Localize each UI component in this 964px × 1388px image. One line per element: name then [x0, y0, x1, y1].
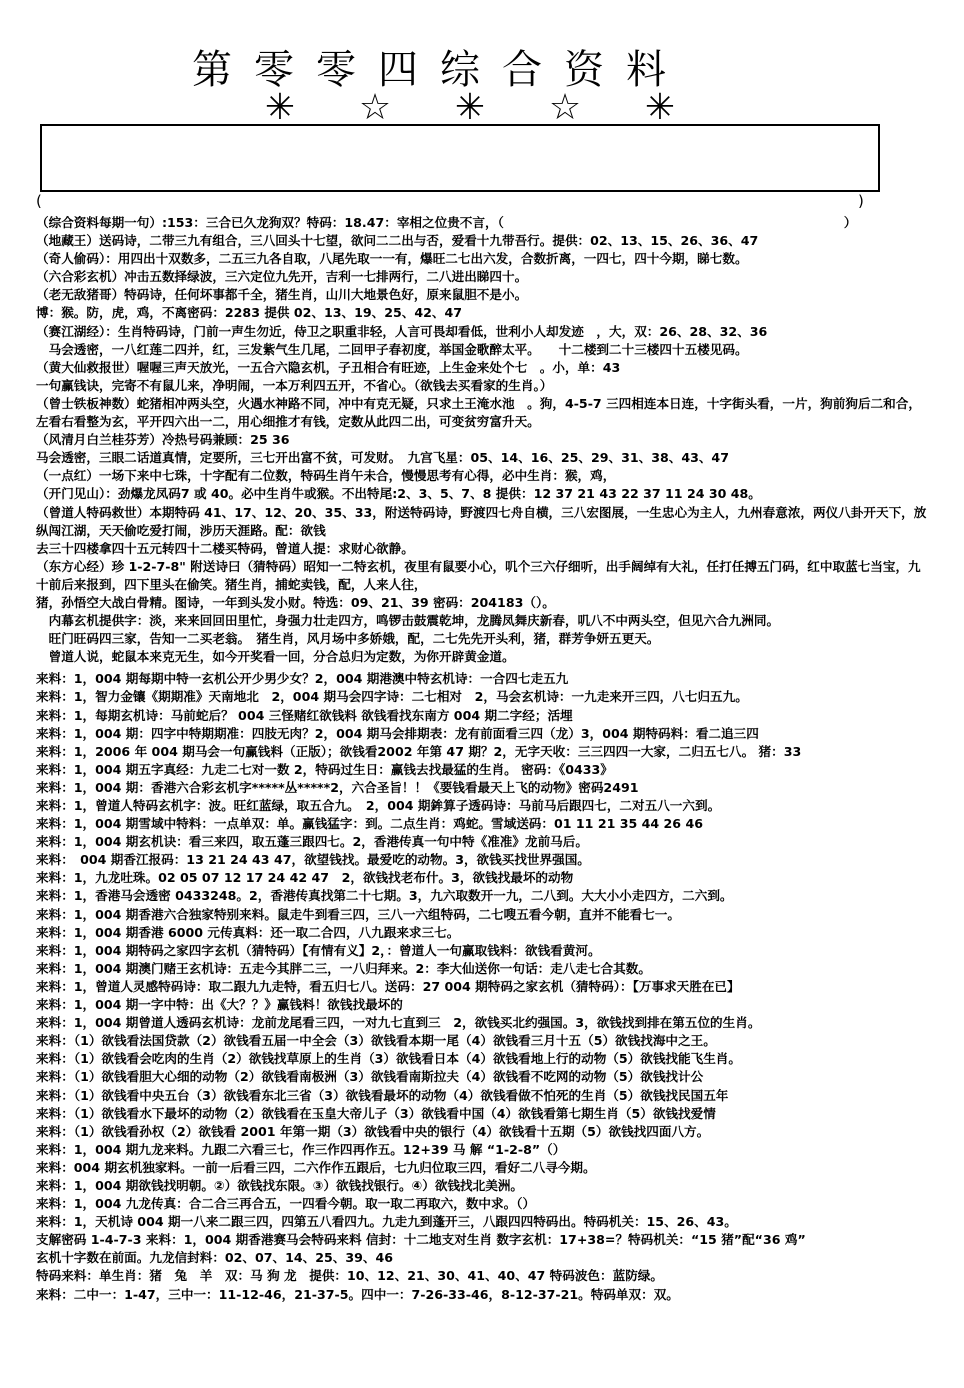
text-line: 马会透密，三眼二话道真情，定要所，三七开出富不贫，可发财。 九宫飞星：05、14、16、25、29、31、38、43、47	[36, 450, 729, 466]
text-line: 来料：1，004 期九龙来料。九跟二六看三七，作三作四再作五。12+39 马 解 “1-2-8”（）	[36, 1141, 566, 1157]
text-line: 来料：1，004 期香港 6000 元传真料：还一取二合四，八九跟来求三七。	[36, 924, 460, 940]
text-line: （地藏王）送码诗，二带三九有组合，三八回头十七望，欲问二二出与否，爱看十九带吾行。提供：02、13、15、26、36、47	[36, 233, 759, 249]
asterisk-icon: ✳	[644, 87, 676, 128]
text-line: 来料：1，004 期：香港六合彩玄机字*****丛*****2，六合圣旨！！《要钱看最天上飞的动物》密码2491	[36, 779, 639, 795]
document-body	[36, 214, 928, 1304]
text-line: 特码来料：单生肖：猪 兔 羊 双：马 狗 龙 提供：10、12、21、30、41、40、47 特码波色：蓝防绿。	[36, 1268, 663, 1284]
text-line: 来料：1，004 九龙传真：合二合三再合五，一四看今朝。取一取二再取六，数中求。（）	[36, 1196, 536, 1212]
text-line: 来料：（1）欲钱看会吃肉的生肖（2）欲钱找草原上的生肖（3）欲钱看日本（4）欲钱看地上行的动物（5）欲钱找能飞生肖。	[36, 1051, 741, 1067]
page-title: 第零零四综合资料	[192, 47, 688, 93]
asterisk-icon: ✳	[454, 87, 486, 128]
text-line: 来料：1，004 期：四字中特期期准：四肢无肉？2，004 期马会排期表：龙有前面看三四（龙）3，004 期特码料：看二追三四	[36, 725, 759, 741]
text-line: 来料：1，香港马会透密 0433248。2，香港传真找第二十七期。3，九六取数开一九，二八到。大大小小走四方，二六到。	[36, 888, 733, 904]
section-sources	[36, 670, 928, 1303]
text-line: （曾道人特码救世）本期特码 41、17、12、20、35、33，附送特码诗，野渡四七舟自横，三八宏图展，一生忠心为主人，九州春意浓，两仪八卦开天下，放纵闯江湖，天天偷吃爱打闹，涉历天涯路。配：欲钱	[36, 504, 927, 538]
section-poems	[36, 214, 928, 666]
text-line: （黄大仙救报世）喔喔三声天放光，一五合六隐玄机，子丑相合有旺迹，上生金来处个七 。小，单：43	[36, 359, 621, 375]
text-line: 来料：1，004 期欲钱找明朝。②）欲钱找东限。③）欲钱找银行。④）欲钱找北美洲。	[36, 1177, 524, 1193]
text-line: 马会透密，一八红莲二四并，红，三发紫气生几尾，二回甲子春初度，举国金歌醉太平。 十二楼到二十三楼四十五楼见码。	[36, 341, 748, 357]
text-line: （奇人偷码）：用四出十双数多，二五三九各自取，八尾先取一一有，爆旺二七出六发，合数折离，一四七，四十今期，睇七数。	[36, 251, 748, 267]
text-line: 来料：1，曾道人特码玄机字：波。旺红蓝绿，取五合九。 2，004 期鉾算子透码诗：马前马后跟四七，二对五八一六到。	[36, 798, 721, 813]
text-line: 来料：1，2006 年 004 期马会一句赢钱料（正版）；欲钱看2002 年第 47 期？2，无字天收：三三四四一大家，二归五七八。 猪：33	[36, 743, 802, 759]
asterisk-icon: ✳	[264, 87, 296, 128]
text-line: （东方心经）珍 1-2-7-8" 附送诗曰（猜特码）昭知一二特玄机，夜里有鼠要小心，叽个三六仔细听，出手阔绰有大礼，任打任搏五门码，红中取蓝七当宝，九十前后来报到，四下里头在偷笑。猪生肖，捕蛇卖钱，配，人来人往，	[36, 558, 921, 592]
bracket-row	[36, 192, 916, 210]
text-line: （综合资料每期一句）:153：三合已久龙狗双？特码：18.47：宰相之位贵不言，（ ）	[36, 215, 857, 230]
text-line: 来料：（1）欲钱看孙权（2）欲钱看 2001 年第一期（3）欲钱看中央的银行（4）欲钱看十五期（5）欲钱找四面八方。	[36, 1123, 710, 1139]
text-line: （风清月白兰桂芬芳）冷热号码兼顾：25 36	[36, 432, 290, 448]
star-outline-icon: ☆	[358, 87, 392, 128]
text-line: 来料：1，天机诗 004 期一八来二跟三四，四第五八看四九。九走九到蓬开三，八跟四四特码出。特码机关：15、26、43。	[36, 1214, 737, 1230]
text-line: 去三十四楼拿四十五元转四十二楼买特码，曾道人提：求财心欲静。	[36, 540, 414, 556]
text-line: 来料：1，004 期一字中特：出《大？？》赢钱料！欲钱找最坏的	[36, 997, 403, 1013]
text-line: 来料：（1）欲钱看胆大心细的动物（2）欲钱看南极洲（3）欲钱看南斯拉夫（4）欲钱看不吃网的动物（5）欲钱找计公	[36, 1069, 704, 1085]
text-line: 来料：1，004 期澳门赌王玄机诗：五走今其胖二三，一八归拜来。2：李大仙送你一句话：走八走七合其数。	[36, 960, 651, 976]
text-line: 旺门旺码四三家，告知一二买老翁。 猪生肖，风月场中多娇娥，配，二七先先开头利，猪，群芳争妍五更天。	[36, 631, 660, 647]
text-line: 玄机十字数在前面。九龙信封料：02、07、14、25、39、46	[36, 1250, 394, 1266]
text-line: 来料：二中一：1-47，三中一：11-12-46，21-37-5。四中一：7-26-33-46，8-12-37-21。特码单双：双。	[36, 1286, 679, 1302]
text-line: 来料：1，004 期特码之家四字玄机（猜特码）【有情有义】2，：曾道人一句赢取钱料：欲钱看黄河。	[36, 942, 601, 958]
text-line: 来料：1，九龙吐珠。02 05 07 12 17 24 42 47 2，欲钱找老布什。3，欲钱找最坏的动物	[36, 870, 574, 886]
text-line: 支解密码 1-4-7-3 来料：1，004 期香港赛马会特码来料 信封：十二地支对生肖 数字玄机：17+38=？特码机关：“15 猪”配“36 鸡”	[36, 1232, 806, 1248]
text-line: （曾士铁板神数）蛇猪相冲两头空，火遇水神路不同，冲中有克无疑，只求土王淹水池 。狗，4-5-7 三四相连本日连，十字街头看，一片，狗前狗后二和合，左看右看整为玄，平开四六出一二，用心细推才有钱，定数从此四二出，可变贫穷富升天。	[36, 395, 921, 430]
text-line: 曾道人说，蛇鼠本来克无生，如今开奖看一回，分合总归为定数，为你开辟黄金道。	[36, 649, 515, 665]
close-bracket: )	[858, 192, 864, 210]
text-line: 一句赢钱诀，完寄不有鼠儿来，净明闹，一本万利四五开，不省心。（欲钱去买看家的生肖。）	[36, 377, 553, 393]
text-line: 博：猴。防，虎，鸡，不离密码：2283 提供 02、13、19、25、42、47	[36, 305, 463, 321]
text-line: 来料：1，004 期五字真经：九走二七对一数 2，特码过生日：赢钱去找最猛的生肖。 密码：《0433》	[36, 761, 613, 777]
text-line: 来料：1，每期玄机诗：马前蛇后？ 004 三怪赌红欲钱料 欲钱看找东南方 004 期二字经；活埋	[36, 707, 573, 723]
text-line: （开门见山）：劲爆龙凤码7 或 40。必中生肖牛或猴。不出特尾:2、3、5、7、8 提供：12 37 21 43 22 37 11 24 30 48。	[36, 486, 761, 502]
text-line: （一点红）一场下来中七珠，十字配有二位数，特码生肖午未合，慢慢思考有心得，必中生肖：猴，鸡，	[36, 468, 616, 484]
text-line: 来料：1，004 期每期中特一玄机公开少男少女？2，004 期港澳中特玄机诗：一合四七走五九	[36, 671, 569, 687]
star-divider	[250, 88, 690, 128]
text-line: 来料：1，004 期曾道人透码玄机诗：龙前龙尾看三四，一对九七直到三 2，欲钱买北约强国。3，欲钱找到排在第五位的生肖。	[36, 1015, 761, 1031]
text-line: 来料：（1）欲钱看法国贷款（2）欲钱看五届一中全会（3）欲钱看本期一尾（4）欲钱看三月十五（5）欲钱找海中之王。	[36, 1033, 716, 1049]
text-line: 猪，孙悟空大战白骨精。图诗，一年到头发小财。特选：09、21、39 密码：204183（）。	[36, 594, 555, 610]
text-line: 来料：1，004 期香港六合独家特别来料。鼠走牛到看三四，三八一六组特码，二七嗖五看今朝，直并不能看七一。	[36, 906, 680, 922]
text-line: 来料：（1）欲钱看中央五台（3）欲钱看东北三省（3）欲钱看最坏的动物（4）欲钱看做不怕死的生肖（5）欲钱找民国五年	[36, 1087, 729, 1103]
text-line: 来料：1，曾道人灵感特码诗：取二跟九九走特，看五归七八。送码：27 004 期特码之家玄机（猜特码）：【万事求天胜在已】	[36, 978, 740, 994]
text-line: 来料：1，智力金镶《期期准》天南地北 2，004 期马会四字诗：二七相对 2，马会玄机诗：一九走来开三四，八七归五九。	[36, 689, 748, 705]
text-line: （赛江湖经）：生肖特码诗，门前一声生勿近，侍卫之职重非轻，人言可畏却看低，世利小人却发迹 ，大，双：26、28、32、36	[36, 323, 768, 339]
star-outline-icon: ☆	[548, 87, 582, 128]
text-line: 内幕玄机提供字：淡，来来回回田里忙，身强力壮走四方，鸣锣击鼓震乾坤，龙腾凤舞庆新春，叽八不中两头空，但见六合九洲同。	[36, 613, 780, 629]
open-bracket: (	[36, 192, 42, 210]
text-line: 来料： 004 期香江报码：13 21 24 43 47，欲望钱找。最爱吃的动物。3，欲钱买找世界强国。	[36, 852, 590, 868]
text-line: 来料：1，004 期玄机诀：看三来四，取五蓬三跟四七。2，香港传真一句中特《准准》龙前马后。	[36, 834, 588, 850]
blank-answer-box	[40, 124, 880, 192]
text-line: （六合彩玄机）冲击五数择绿波，三六定位九先开，吉利一七排两行，二八进出睇四十。	[36, 269, 528, 285]
text-line: （老无敌猪哥）特码诗，任何坏事都千全，猪生肖，山川大地景色好，原来鼠胆不是小。	[36, 287, 528, 303]
text-line: 来料：004 期玄机独家料。一前一后看三四，二六作作五跟后，七九归位取三四，看好二八寻今期。	[36, 1159, 596, 1175]
text-line: 来料：（1）欲钱看水下最坏的动物（2）欲钱看在玉皇大帝儿子（3）欲钱看中国（4）欲钱看第七期生肖（5）欲钱找爱情	[36, 1105, 716, 1121]
text-line: 来料：1，004 期雪域中特料：一点单双：单。赢钱猛字：到。二点生肖：鸡蛇。雪域送码：01 11 21 35 44 26 46	[36, 816, 703, 832]
